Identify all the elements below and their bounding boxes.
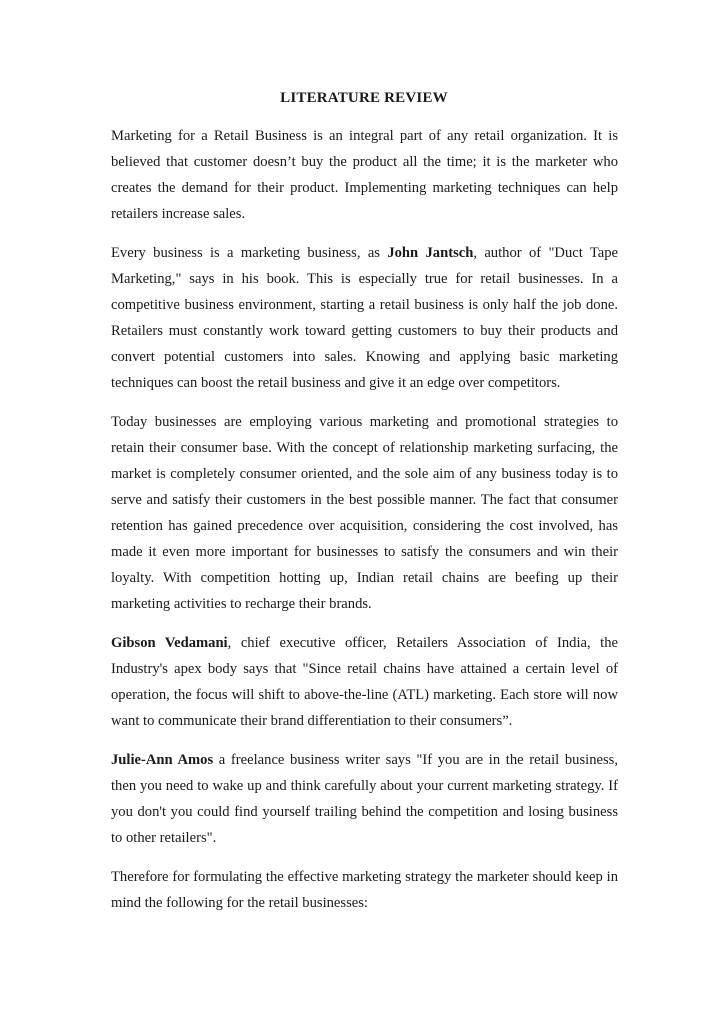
paragraph-2-lead: Every business is a marketing business, as — [111, 245, 388, 261]
paragraph-2 — [111, 240, 618, 396]
paragraph-6: Therefore for formulating the effective marketing strategy the marketer should keep in mind the following for the retail businesses: — [111, 869, 618, 911]
author-name-john-jantsch: John Jantsch — [387, 245, 474, 261]
page-title: LITERATURE REVIEW — [280, 90, 448, 106]
paragraph-1: Marketing for a Retail Business is an integral part of any retail organization. It is believed that customer doesn’t buy the product all the time; it is the marketer who creates the demand for their product. Implementing marketing techniques can help retailers increase sales. — [111, 128, 618, 222]
name-gibson-vedamani: Gibson Vedamani — [111, 635, 228, 651]
paragraph-3: Today businesses are employing various marketing and promotional strategies to retain their consumer base. With the concept of relationship marketing surfacing, the market is completely consumer oriented, and the sole aim of any business today is to serve and satisfy their customers in the best possible manner. The fact that consumer retention has gained precedence over acquisition, considering the cost involved, has made it even more important for businesses to satisfy the consumers and win their loyalty. With competition hotting up, Indian retail chains are beefing up their marketing activities to recharge their brands. — [111, 414, 618, 612]
name-julie-ann-amos: Julie-Ann Amos — [111, 752, 214, 768]
paragraph-2-rest: , author of "Duct Tape Marketing," says in his book. This is especially true for retail businesses. In a competitive business environment, starting a retail business is only half the job done. Retailers must constantly work toward getting customers to buy their products and convert potential customers into sales. Knowing and applying basic marketing techniques can boost the retail business and give it an edge over competitors. — [111, 245, 618, 391]
paragraph-4-rest: , chief executive officer, Retailers Association of India, the Industry's apex body says that "Since retail chains have attained a certain level of operation, the focus will shift to above-the-line (ATL) marketing. Each store will now want to communicate their brand differentiation to their consumers”. — [111, 635, 618, 729]
paragraph-4 — [111, 630, 618, 734]
paragraph-5 — [111, 747, 618, 851]
document-body — [111, 123, 618, 929]
paragraph-5-rest: a freelance business writer says "If you are in the retail business, then you need to wake up and think carefully about your current marketing strategy. If you don't you could find yourself trailing behind the competition and losing business to other retailers". — [111, 752, 618, 846]
